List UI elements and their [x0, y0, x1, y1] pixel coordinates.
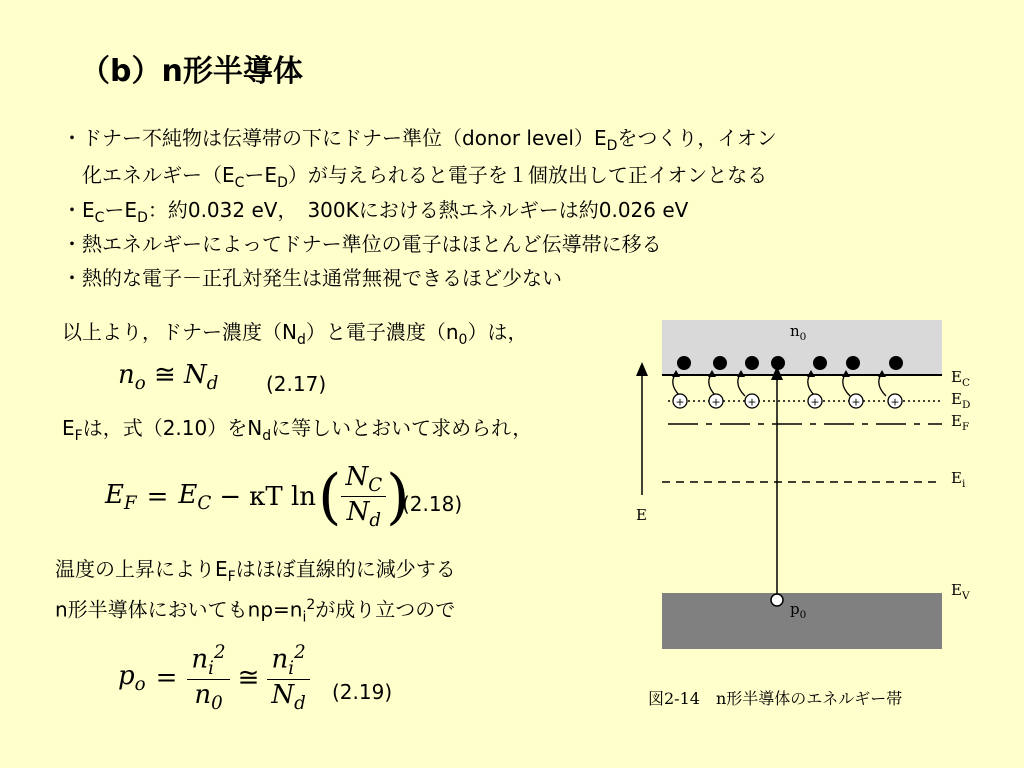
paragraph-mass-action: n形半導体においても$np=n_i^2$が成り立つので: [55, 597, 456, 626]
label-ed: $E_D$: [951, 390, 971, 411]
donor-ion-sign: +: [890, 395, 900, 409]
electron: [713, 356, 727, 370]
figure-caption: 図2-14 n形半導体のエネルギー帯: [648, 689, 903, 708]
paragraph-temperature: 温度の上昇により$E_F$はほぼ直線的に減少する: [55, 557, 456, 585]
donor-ion-sign: +: [810, 395, 820, 409]
equation-2-18: $E_F$ = $E_C$ − κT ln ( $\frac{N_C}{N_d}$ ): [105, 461, 410, 532]
label-n0: $n_0$: [790, 322, 807, 343]
label-ec: $E_C$: [951, 368, 970, 389]
hole: [771, 594, 783, 606]
electron: [771, 356, 785, 370]
bullet-2: ・$E_C$ー$E_D$：約0.032 eV， 300Kにおける熱エネルギーは約0.026 eV: [62, 198, 689, 226]
donor-ion-sign: +: [747, 395, 757, 409]
label-energy-axis: E: [636, 506, 647, 524]
donor-group-4: [771, 356, 785, 370]
electron: [846, 356, 860, 370]
electron: [745, 356, 759, 370]
equation-number-2-18: (2.18): [402, 492, 463, 516]
donor-ion-sign: +: [851, 395, 861, 409]
paragraph-fermi-level: $E_F$は，式（2.10）を$N_d$に等しいとおいて求められ，: [62, 416, 533, 444]
label-ef: $E_F$: [951, 412, 970, 433]
bullet-1-line-2: 化エネルギー（$E_C$ー$E_D$）が与えられると電子を１個放出して正イオンとなる: [82, 163, 768, 191]
equation-number-2-17: (2.17): [266, 372, 327, 396]
bullet-4: ・熱的な電子－正孔対発生は通常無視できるほど少ない: [62, 266, 562, 290]
electron: [889, 356, 903, 370]
label-ev: $E_V$: [951, 581, 970, 602]
energy-band-diagram: [630, 315, 990, 655]
donor-ion-sign: +: [711, 395, 721, 409]
page-title: （b）n形半導体: [80, 54, 303, 89]
label-ei: $E_i$: [951, 469, 966, 490]
electron: [813, 356, 827, 370]
energy-axis-arrowhead: [636, 362, 648, 376]
bullet-3: ・熱エネルギーによってドナー準位の電子はほとんど伝導帯に移る: [62, 232, 662, 256]
equation-2-19: $p_o$ = $\frac{n_i^2}{n_0}$ ≅ $\frac{n_i^2}{N_d}$: [118, 642, 310, 714]
label-p0: $p_0$: [790, 600, 807, 621]
electron: [677, 356, 691, 370]
donor-ion-sign: +: [675, 395, 685, 409]
equation-2-17: $n_o$ ≅ $N_d$: [118, 360, 219, 395]
bullet-1-line-1: ・ドナー不純物は伝導帯の下にドナー準位（donor $level)E_D$をつくり，イオン: [62, 126, 777, 154]
paragraph-donor-concentration: 以上より，ドナー濃度$(N_d)$と電子濃度$(n_0)$は，: [62, 320, 528, 348]
equation-number-2-19: (2.19): [332, 680, 393, 704]
